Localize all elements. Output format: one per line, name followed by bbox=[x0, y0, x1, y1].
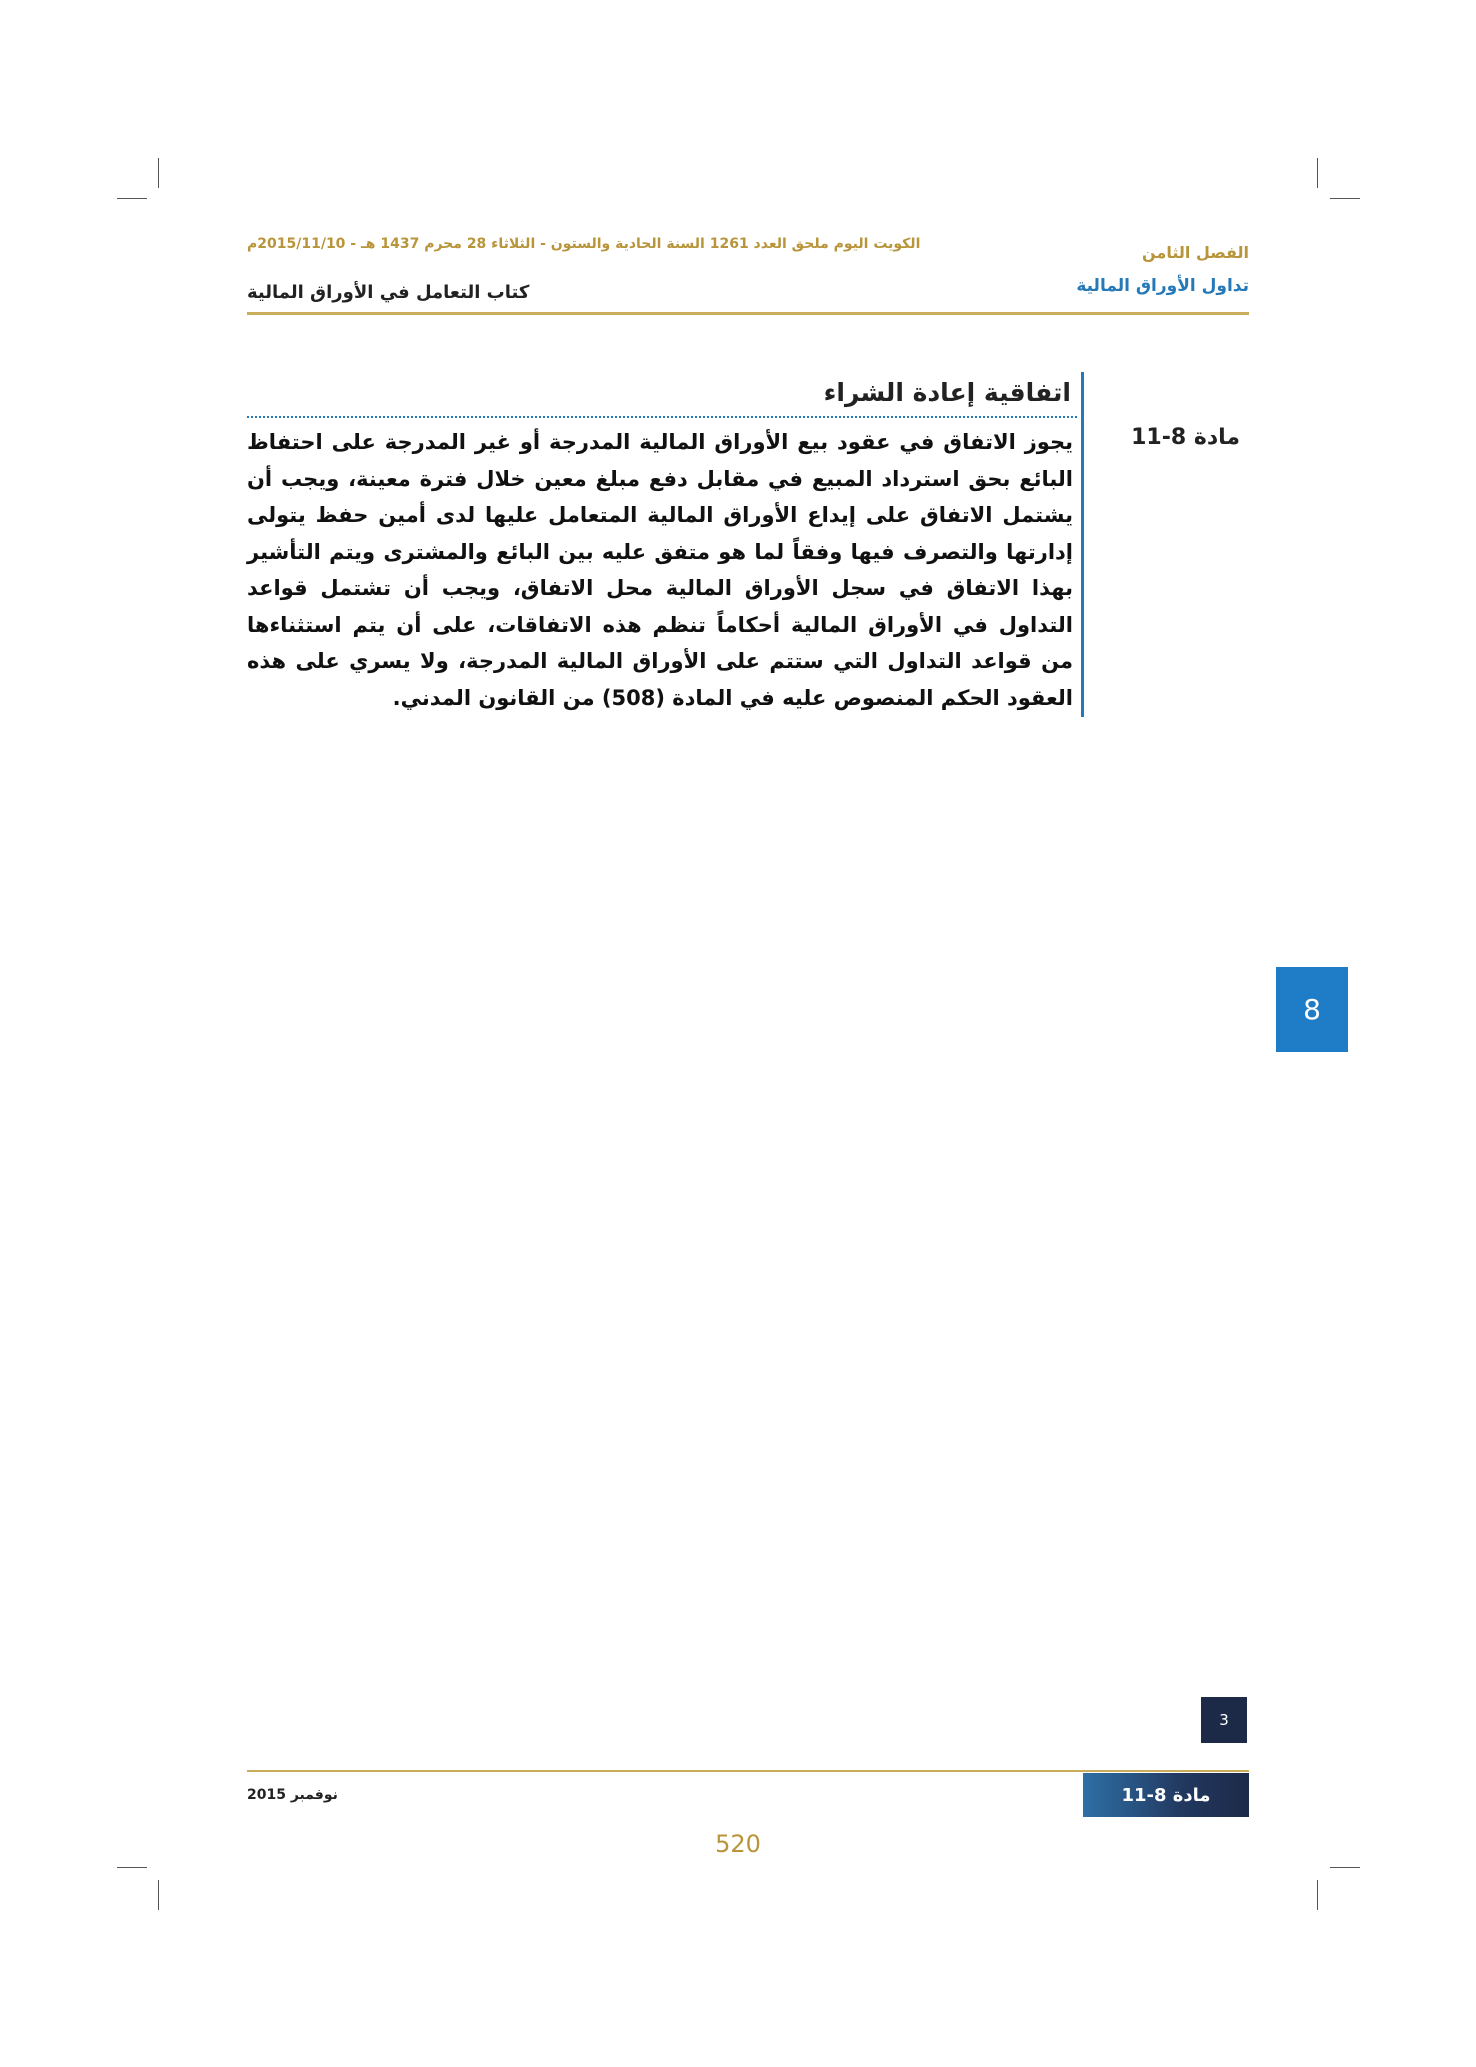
article-body: يجوز الاتفاق في عقود بيع الأوراق المالية المدرجة أو غير المدرجة على احتفاظ البائع بحق استرداد المبيع في مقابل دفع مبلغ معين خلال فترة معينة، ويجب أن يشتمل الاتفاق على إيداع الأوراق المالية المتعامل عليها لدى أمين حفظ يتولى إدارتها والتصرف فيها وفقاً لما هو متفق عليه بين البائع والمشترى ويتم التأشير بهذا الاتفاق في سجل الأوراق المالية محل الاتفاق، ويجب أن تشتمل قواعد التداول في الأوراق المالية أحكاماً تنظم هذه الاتفاقات، على أن يتم استثناءها من قواعد التداول التي ستتم على الأوراق المالية المدرجة، ولا يسري على هذه العقود الحكم المنصوص عليه في المادة (508) من القانون المدني. bbox=[247, 430, 1073, 710]
crop-mark bbox=[1317, 1880, 1318, 1910]
crop-mark bbox=[1317, 158, 1318, 188]
footer-rule bbox=[247, 1770, 1249, 1772]
crop-mark bbox=[1330, 1867, 1360, 1868]
book-title: كتاب التعامل في الأوراق المالية bbox=[247, 282, 530, 303]
page-number: 520 bbox=[715, 1830, 761, 1858]
article-title: اتفاقية إعادة الشراء bbox=[823, 378, 1071, 407]
article-divider bbox=[1081, 372, 1084, 717]
footer-article-ref: مادة 8-11 bbox=[1083, 1773, 1249, 1817]
footer-date: نوفمبر 2015 bbox=[247, 1787, 338, 1803]
crop-mark bbox=[158, 1880, 159, 1910]
page-box: 3 bbox=[1201, 1697, 1247, 1743]
article-label: مادة 8-11 bbox=[1131, 425, 1240, 450]
crop-mark bbox=[117, 198, 147, 199]
header-rule bbox=[247, 312, 1249, 315]
crop-mark bbox=[158, 158, 159, 188]
crop-mark bbox=[117, 1867, 147, 1868]
section-title: تداول الأوراق المالية bbox=[1076, 276, 1249, 296]
gazette-line: الكويت اليوم ملحق العدد 1261 السنة الحادية والستون - الثلاثاء 28 محرم 1437 هـ - 2015/11/10م bbox=[247, 236, 921, 252]
chapter-tab: 8 bbox=[1276, 967, 1348, 1052]
crop-mark bbox=[1330, 198, 1360, 199]
title-dotted-rule bbox=[247, 416, 1077, 418]
chapter-title: الفصل الثامن bbox=[1142, 243, 1249, 262]
